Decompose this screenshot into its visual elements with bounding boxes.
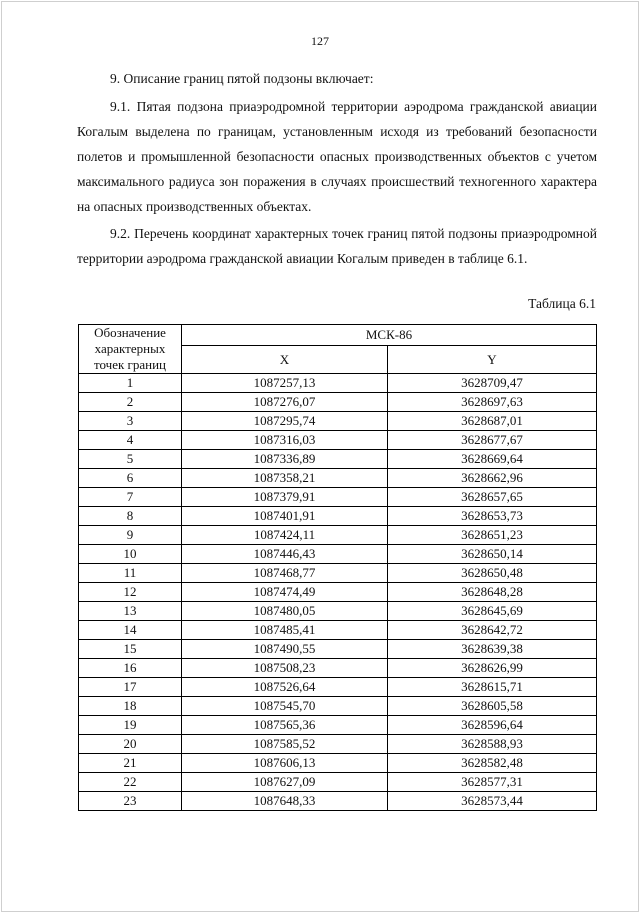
column-header-coordinate-system: МСК-86 [182, 325, 597, 346]
paragraph-9-2: 9.2. Перечень координат характерных точек границ пятой подзоны приаэродромной территории аэродрома гражданской авиации Когалым приведен в таблице 6.1. [77, 226, 597, 266]
y-coordinate-cell: 3628582,48 [388, 754, 597, 773]
table-row [79, 792, 597, 811]
point-number-cell: 15 [79, 640, 182, 659]
x-coordinate-cell: 1087257,13 [182, 374, 388, 393]
x-coordinate-cell: 1087627,09 [182, 773, 388, 792]
column-header-point-name: Обозначение характерных точек границ [79, 325, 182, 374]
x-coordinate-cell: 1087490,55 [182, 640, 388, 659]
column-header-y: Y [388, 346, 597, 374]
point-number-cell: 1 [79, 374, 182, 393]
table-row [79, 488, 597, 507]
table-row [79, 735, 597, 754]
x-coordinate-cell: 1087526,64 [182, 678, 388, 697]
x-coordinate-cell: 1087468,77 [182, 564, 388, 583]
table-row [79, 640, 597, 659]
table-row [79, 374, 597, 393]
table-row [79, 564, 597, 583]
x-coordinate-cell: 1087545,70 [182, 697, 388, 716]
table-row [79, 697, 597, 716]
paragraph-9-1: 9.1. Пятая подзона приаэродромной территории аэродрома гражданской авиации Когалым выделена по границам, установленным исходя из требований безопасности полетов и промышленной безопасности опасных производственных объектов с учетом максимального радиуса зон поражения в случаях происшествий техногенного характера на опасных производственных объектах. [77, 99, 597, 214]
table-row [79, 773, 597, 792]
column-header-x: X [182, 346, 388, 374]
point-number-cell: 17 [79, 678, 182, 697]
table-row [79, 469, 597, 488]
y-coordinate-cell: 3628573,44 [388, 792, 597, 811]
point-number-cell: 10 [79, 545, 182, 564]
x-coordinate-cell: 1087585,52 [182, 735, 388, 754]
point-number-cell: 13 [79, 602, 182, 621]
page-number: 127 [311, 34, 329, 48]
y-coordinate-cell: 3628697,63 [388, 393, 597, 412]
y-coordinate-cell: 3628651,23 [388, 526, 597, 545]
y-coordinate-cell: 3628645,69 [388, 602, 597, 621]
y-coordinate-cell: 3628650,48 [388, 564, 597, 583]
y-coordinate-cell: 3628626,99 [388, 659, 597, 678]
table-caption: Таблица 6.1 [528, 296, 596, 311]
y-coordinate-cell: 3628657,65 [388, 488, 597, 507]
table-row [79, 450, 597, 469]
x-coordinate-cell: 1087648,33 [182, 792, 388, 811]
table-row [79, 754, 597, 773]
x-coordinate-cell: 1087316,03 [182, 431, 388, 450]
x-coordinate-cell: 1087379,91 [182, 488, 388, 507]
y-coordinate-cell: 3628653,73 [388, 507, 597, 526]
y-coordinate-cell: 3628662,96 [388, 469, 597, 488]
y-coordinate-cell: 3628577,31 [388, 773, 597, 792]
point-number-cell: 23 [79, 792, 182, 811]
y-coordinate-cell: 3628605,58 [388, 697, 597, 716]
point-number-cell: 18 [79, 697, 182, 716]
x-coordinate-cell: 1087276,07 [182, 393, 388, 412]
x-coordinate-cell: 1087485,41 [182, 621, 388, 640]
y-coordinate-cell: 3628650,14 [388, 545, 597, 564]
table-row [79, 526, 597, 545]
point-number-cell: 22 [79, 773, 182, 792]
x-coordinate-cell: 1087606,13 [182, 754, 388, 773]
table-row [79, 507, 597, 526]
table-body [79, 374, 597, 811]
table-row [79, 659, 597, 678]
x-coordinate-cell: 1087336,89 [182, 450, 388, 469]
x-coordinate-cell: 1087474,49 [182, 583, 388, 602]
table-row [79, 621, 597, 640]
table-row [79, 412, 597, 431]
point-number-cell: 7 [79, 488, 182, 507]
x-coordinate-cell: 1087358,21 [182, 469, 388, 488]
x-coordinate-cell: 1087424,11 [182, 526, 388, 545]
y-coordinate-cell: 3628642,72 [388, 621, 597, 640]
table-row [79, 716, 597, 735]
table-row [79, 431, 597, 450]
x-coordinate-cell: 1087446,43 [182, 545, 388, 564]
table-row [79, 393, 597, 412]
point-number-cell: 14 [79, 621, 182, 640]
section-heading: 9. Описание границ пятой подзоны включает: [110, 71, 374, 86]
y-coordinate-cell: 3628669,64 [388, 450, 597, 469]
y-coordinate-cell: 3628596,64 [388, 716, 597, 735]
y-coordinate-cell: 3628677,67 [388, 431, 597, 450]
point-number-cell: 3 [79, 412, 182, 431]
y-coordinate-cell: 3628687,01 [388, 412, 597, 431]
point-number-cell: 5 [79, 450, 182, 469]
point-number-cell: 2 [79, 393, 182, 412]
point-number-cell: 16 [79, 659, 182, 678]
x-coordinate-cell: 1087401,91 [182, 507, 388, 526]
y-coordinate-cell: 3628709,47 [388, 374, 597, 393]
x-coordinate-cell: 1087565,36 [182, 716, 388, 735]
x-coordinate-cell: 1087508,23 [182, 659, 388, 678]
table-row [79, 602, 597, 621]
coordinates-table [78, 324, 597, 811]
point-number-cell: 8 [79, 507, 182, 526]
table-row [79, 678, 597, 697]
point-number-cell: 9 [79, 526, 182, 545]
point-number-cell: 21 [79, 754, 182, 773]
y-coordinate-cell: 3628648,28 [388, 583, 597, 602]
point-number-cell: 6 [79, 469, 182, 488]
point-number-cell: 19 [79, 716, 182, 735]
y-coordinate-cell: 3628639,38 [388, 640, 597, 659]
x-coordinate-cell: 1087295,74 [182, 412, 388, 431]
y-coordinate-cell: 3628588,93 [388, 735, 597, 754]
y-coordinate-cell: 3628615,71 [388, 678, 597, 697]
point-number-cell: 11 [79, 564, 182, 583]
point-number-cell: 20 [79, 735, 182, 754]
table-row [79, 545, 597, 564]
x-coordinate-cell: 1087480,05 [182, 602, 388, 621]
table-row [79, 583, 597, 602]
point-number-cell: 4 [79, 431, 182, 450]
point-number-cell: 12 [79, 583, 182, 602]
